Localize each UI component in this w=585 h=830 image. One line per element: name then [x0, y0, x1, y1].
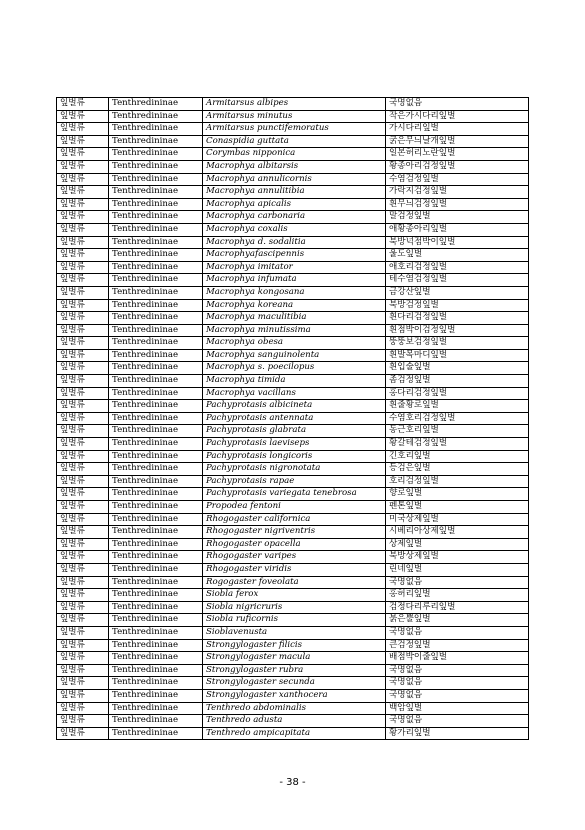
korean-name-cell: 뚱뚱보검정잎벌 — [386, 337, 529, 350]
group-cell: 잎벌류 — [57, 626, 109, 639]
korean-name-cell: 국명없음 — [386, 715, 529, 728]
korean-name-cell: 애황종아리잎벌 — [386, 223, 529, 236]
subfamily-cell: Tenthredininae — [109, 286, 203, 299]
korean-name-cell: 상제잎벌 — [386, 538, 529, 551]
group-cell: 잎벌류 — [57, 249, 109, 262]
table-row — [57, 198, 529, 211]
scientific-name-cell: Macrophya minutissima — [203, 324, 386, 337]
korean-name-cell: 국명없음 — [386, 576, 529, 589]
korean-name-cell: 흰입술잎벌 — [386, 362, 529, 375]
table-row — [57, 261, 529, 274]
table-row — [57, 211, 529, 224]
scientific-name-cell: Pachyprotasis variegata tenebrosa — [203, 488, 386, 501]
korean-name-cell: 말검정잎벌 — [386, 211, 529, 224]
table-row — [57, 375, 529, 388]
subfamily-cell: Tenthredininae — [109, 299, 203, 312]
table-row — [57, 123, 529, 136]
subfamily-cell: Tenthredininae — [109, 538, 203, 551]
subfamily-cell: Tenthredininae — [109, 223, 203, 236]
table-row — [57, 614, 529, 627]
table-row — [57, 349, 529, 362]
korean-name-cell: 검정다리루리잎벌 — [386, 601, 529, 614]
korean-name-cell: 백암잎벌 — [386, 702, 529, 715]
group-cell: 잎벌류 — [57, 123, 109, 136]
scientific-name-cell: Macrophya vacillans — [203, 387, 386, 400]
scientific-name-cell: Macrophya obesa — [203, 337, 386, 350]
subfamily-cell: Tenthredininae — [109, 274, 203, 287]
group-cell: 잎벌류 — [57, 601, 109, 614]
table-row — [57, 664, 529, 677]
subfamily-cell: Tenthredininae — [109, 488, 203, 501]
scientific-name-cell: Macrophya apicalis — [203, 198, 386, 211]
table-row — [57, 412, 529, 425]
subfamily-cell: Tenthredininae — [109, 261, 203, 274]
korean-name-cell: 흰점박이검정잎벌 — [386, 324, 529, 337]
korean-name-cell: 호리검정잎벌 — [386, 475, 529, 488]
table-row — [57, 589, 529, 602]
korean-name-cell: 북방상제잎벌 — [386, 551, 529, 564]
scientific-name-cell: Pachyprotasis longicoris — [203, 450, 386, 463]
group-cell: 잎벌류 — [57, 198, 109, 211]
scientific-name-cell: Pachyprotasis rapae — [203, 475, 386, 488]
subfamily-cell: Tenthredininae — [109, 513, 203, 526]
table-row — [57, 488, 529, 501]
scientific-name-cell: Rhogogaster nigriventris — [203, 526, 386, 539]
table-row — [57, 400, 529, 413]
korean-name-cell: 큰검정잎벌 — [386, 639, 529, 652]
korean-name-cell: 펜톤잎벌 — [386, 501, 529, 514]
korean-name-cell: 국명없음 — [386, 677, 529, 690]
scientific-name-cell: Pachyprotasis glabrata — [203, 425, 386, 438]
table-row — [57, 551, 529, 564]
group-cell: 잎벌류 — [57, 715, 109, 728]
subfamily-cell: Tenthredininae — [109, 639, 203, 652]
korean-name-cell: 울도잎벌 — [386, 249, 529, 262]
scientific-name-cell: Tenthredo abdominalis — [203, 702, 386, 715]
table-row — [57, 186, 529, 199]
table-row — [57, 639, 529, 652]
scientific-name-cell: Rhogogaster varipes — [203, 551, 386, 564]
table-row — [57, 438, 529, 451]
korean-name-cell: 향로잎벌 — [386, 488, 529, 501]
group-cell: 잎벌류 — [57, 274, 109, 287]
group-cell: 잎벌류 — [57, 173, 109, 186]
korean-name-cell: 애호리검정잎벌 — [386, 261, 529, 274]
scientific-name-cell: Siobla ruficornis — [203, 614, 386, 627]
subfamily-cell: Tenthredininae — [109, 601, 203, 614]
scientific-name-cell: Rogogaster foveolata — [203, 576, 386, 589]
korean-name-cell: 국명없음 — [386, 664, 529, 677]
korean-name-cell: 긴호리잎벌 — [386, 450, 529, 463]
korean-name-cell: 린네잎벌 — [386, 563, 529, 576]
scientific-name-cell: Macrophya timida — [203, 375, 386, 388]
subfamily-cell: Tenthredininae — [109, 160, 203, 173]
scientific-name-cell: Armitarsus albipes — [203, 98, 386, 111]
group-cell: 잎벌류 — [57, 438, 109, 451]
korean-name-cell: 흰무늬검정잎벌 — [386, 198, 529, 211]
subfamily-cell: Tenthredininae — [109, 236, 203, 249]
table-row — [57, 689, 529, 702]
korean-name-cell: 미국상제잎벌 — [386, 513, 529, 526]
subfamily-cell: Tenthredininae — [109, 501, 203, 514]
korean-name-cell: 국명없음 — [386, 689, 529, 702]
group-cell: 잎벌류 — [57, 236, 109, 249]
table-row — [57, 236, 529, 249]
korean-name-cell: 배점박이줄잎벌 — [386, 652, 529, 665]
scientific-name-cell: Macrophya d. sodalitia — [203, 236, 386, 249]
korean-name-cell: 북방넉점박이잎벌 — [386, 236, 529, 249]
subfamily-cell: Tenthredininae — [109, 563, 203, 576]
scientific-name-cell: Macrophya annulitibia — [203, 186, 386, 199]
scientific-name-cell: Pachyprotasis nigronotata — [203, 463, 386, 476]
scientific-name-cell: Pachyprotasis antennata — [203, 412, 386, 425]
table-row — [57, 501, 529, 514]
group-cell: 잎벌류 — [57, 538, 109, 551]
table-row — [57, 249, 529, 262]
subfamily-cell: Tenthredininae — [109, 337, 203, 350]
group-cell: 잎벌류 — [57, 450, 109, 463]
table-row — [57, 274, 529, 287]
table-row — [57, 324, 529, 337]
group-cell: 잎벌류 — [57, 689, 109, 702]
subfamily-cell: Tenthredininae — [109, 324, 203, 337]
subfamily-cell: Tenthredininae — [109, 702, 203, 715]
korean-name-cell: 국명없음 — [386, 98, 529, 111]
group-cell: 잎벌류 — [57, 576, 109, 589]
subfamily-cell: Tenthredininae — [109, 677, 203, 690]
subfamily-cell: Tenthredininae — [109, 626, 203, 639]
subfamily-cell: Tenthredininae — [109, 614, 203, 627]
korean-name-cell: 홍다리검정잎벌 — [386, 387, 529, 400]
table-row — [57, 337, 529, 350]
table-row — [57, 110, 529, 123]
korean-name-cell: 등검은잎벌 — [386, 463, 529, 476]
group-cell: 잎벌류 — [57, 135, 109, 148]
group-cell: 잎벌류 — [57, 312, 109, 325]
table-row — [57, 450, 529, 463]
group-cell: 잎벌류 — [57, 526, 109, 539]
group-cell: 잎벌류 — [57, 513, 109, 526]
subfamily-cell: Tenthredininae — [109, 400, 203, 413]
korean-name-cell: 동근호리잎벌 — [386, 425, 529, 438]
table-row — [57, 387, 529, 400]
korean-name-cell: 굵은무늬날개잎벌 — [386, 135, 529, 148]
group-cell: 잎벌류 — [57, 337, 109, 350]
scientific-name-cell: Macrophya sanguinolenta — [203, 349, 386, 362]
table-row — [57, 223, 529, 236]
subfamily-cell: Tenthredininae — [109, 362, 203, 375]
subfamily-cell: Tenthredininae — [109, 463, 203, 476]
subfamily-cell: Tenthredininae — [109, 173, 203, 186]
scientific-name-cell: Rhogogaster viridis — [203, 563, 386, 576]
scientific-name-cell: Pachyprotasis laeviseps — [203, 438, 386, 451]
scientific-name-cell: Pachyprotasis albicineta — [203, 400, 386, 413]
korean-name-cell: 흰발목마디잎벌 — [386, 349, 529, 362]
group-cell: 잎벌류 — [57, 551, 109, 564]
scientific-name-cell: Macrophya coxalis — [203, 223, 386, 236]
group-cell: 잎벌류 — [57, 387, 109, 400]
group-cell: 잎벌류 — [57, 98, 109, 111]
group-cell: 잎벌류 — [57, 286, 109, 299]
scientific-name-cell: Tenthredo adusta — [203, 715, 386, 728]
group-cell: 잎벌류 — [57, 148, 109, 161]
species-table-body — [57, 98, 529, 740]
korean-name-cell: 가시다리잎벌 — [386, 123, 529, 136]
scientific-name-cell: Macrophya annulicornis — [203, 173, 386, 186]
scientific-name-cell: Armitarsus punctifemoratus — [203, 123, 386, 136]
subfamily-cell: Tenthredininae — [109, 249, 203, 262]
scientific-name-cell: Corymbas nipponica — [203, 148, 386, 161]
korean-name-cell: 붉은뿔잎벌 — [386, 614, 529, 627]
group-cell: 잎벌류 — [57, 589, 109, 602]
group-cell: 잎벌류 — [57, 614, 109, 627]
subfamily-cell: Tenthredininae — [109, 551, 203, 564]
scientific-name-cell: Strongylogaster filicis — [203, 639, 386, 652]
subfamily-cell: Tenthredininae — [109, 689, 203, 702]
group-cell: 잎벌류 — [57, 261, 109, 274]
subfamily-cell: Tenthredininae — [109, 727, 203, 740]
scientific-name-cell: Sioblavenusta — [203, 626, 386, 639]
group-cell: 잎벌류 — [57, 501, 109, 514]
table-row — [57, 576, 529, 589]
scientific-name-cell: Armitarsus minutus — [203, 110, 386, 123]
korean-name-cell: 흰줄황로잎벌 — [386, 400, 529, 413]
group-cell: 잎벌류 — [57, 702, 109, 715]
group-cell: 잎벌류 — [57, 186, 109, 199]
scientific-name-cell: Strongylogaster macula — [203, 652, 386, 665]
scientific-name-cell: Macrophya infumata — [203, 274, 386, 287]
table-row — [57, 563, 529, 576]
scientific-name-cell: Tenthredo ampicapitata — [203, 727, 386, 740]
scientific-name-cell: Macrophya imitator — [203, 261, 386, 274]
scientific-name-cell: Rhogogaster opacella — [203, 538, 386, 551]
korean-name-cell: 수염호리검정잎벌 — [386, 412, 529, 425]
table-row — [57, 513, 529, 526]
group-cell: 잎벌류 — [57, 324, 109, 337]
korean-name-cell: 가락지검정잎벌 — [386, 186, 529, 199]
subfamily-cell: Tenthredininae — [109, 98, 203, 111]
korean-name-cell: 좀검정잎벌 — [386, 375, 529, 388]
scientific-name-cell: Conaspidia guttata — [203, 135, 386, 148]
group-cell: 잎벌류 — [57, 375, 109, 388]
subfamily-cell: Tenthredininae — [109, 349, 203, 362]
korean-name-cell: 금강산잎벌 — [386, 286, 529, 299]
group-cell: 잎벌류 — [57, 110, 109, 123]
table-row — [57, 148, 529, 161]
scientific-name-cell: Macrophya kongosana — [203, 286, 386, 299]
table-row — [57, 702, 529, 715]
scientific-name-cell: Macrophya carbonaria — [203, 211, 386, 224]
group-cell: 잎벌류 — [57, 425, 109, 438]
group-cell: 잎벌류 — [57, 677, 109, 690]
subfamily-cell: Tenthredininae — [109, 589, 203, 602]
group-cell: 잎벌류 — [57, 400, 109, 413]
subfamily-cell: Tenthredininae — [109, 186, 203, 199]
korean-name-cell: 시베리아상제잎벌 — [386, 526, 529, 539]
korean-name-cell: 수염검정잎벌 — [386, 173, 529, 186]
korean-name-cell: 북방검정잎벌 — [386, 299, 529, 312]
scientific-name-cell: Macrophya s. poecilopus — [203, 362, 386, 375]
table-row — [57, 160, 529, 173]
korean-name-cell: 테수염검정잎벌 — [386, 274, 529, 287]
korean-name-cell: 흰다리검정잎벌 — [386, 312, 529, 325]
group-cell: 잎벌류 — [57, 362, 109, 375]
group-cell: 잎벌류 — [57, 488, 109, 501]
subfamily-cell: Tenthredininae — [109, 375, 203, 388]
subfamily-cell: Tenthredininae — [109, 211, 203, 224]
group-cell: 잎벌류 — [57, 349, 109, 362]
subfamily-cell: Tenthredininae — [109, 312, 203, 325]
table-row — [57, 677, 529, 690]
table-row — [57, 727, 529, 740]
subfamily-cell: Tenthredininae — [109, 425, 203, 438]
korean-name-cell: 국명없음 — [386, 626, 529, 639]
group-cell: 잎벌류 — [57, 475, 109, 488]
group-cell: 잎벌류 — [57, 412, 109, 425]
subfamily-cell: Tenthredininae — [109, 664, 203, 677]
table-row — [57, 98, 529, 111]
table-row — [57, 135, 529, 148]
table-row — [57, 463, 529, 476]
table-row — [57, 299, 529, 312]
scientific-name-cell: Siobla nigricruris — [203, 601, 386, 614]
scientific-name-cell: Strongylogaster secunda — [203, 677, 386, 690]
subfamily-cell: Tenthredininae — [109, 198, 203, 211]
scientific-name-cell: Macrophyafascipennis — [203, 249, 386, 262]
subfamily-cell: Tenthredininae — [109, 135, 203, 148]
scientific-name-cell: Rhogogaster californica — [203, 513, 386, 526]
korean-name-cell: 황갈테검정잎벌 — [386, 438, 529, 451]
table-row — [57, 652, 529, 665]
table-row — [57, 715, 529, 728]
group-cell: 잎벌류 — [57, 299, 109, 312]
subfamily-cell: Tenthredininae — [109, 526, 203, 539]
subfamily-cell: Tenthredininae — [109, 148, 203, 161]
group-cell: 잎벌류 — [57, 223, 109, 236]
subfamily-cell: Tenthredininae — [109, 123, 203, 136]
species-table — [56, 97, 529, 740]
table-row — [57, 362, 529, 375]
group-cell: 잎벌류 — [57, 727, 109, 740]
group-cell: 잎벌류 — [57, 664, 109, 677]
page-number: - 38 - — [279, 777, 306, 788]
scientific-name-cell: Macrophya albitarsis — [203, 160, 386, 173]
scientific-name-cell: Macrophya maculitibia — [203, 312, 386, 325]
subfamily-cell: Tenthredininae — [109, 438, 203, 451]
korean-name-cell: 작은가시다리잎벌 — [386, 110, 529, 123]
group-cell: 잎벌류 — [57, 563, 109, 576]
subfamily-cell: Tenthredininae — [109, 412, 203, 425]
group-cell: 잎벌류 — [57, 639, 109, 652]
korean-name-cell: 일본허리노란잎벌 — [386, 148, 529, 161]
table-row — [57, 601, 529, 614]
subfamily-cell: Tenthredininae — [109, 110, 203, 123]
table-row — [57, 312, 529, 325]
group-cell: 잎벌류 — [57, 652, 109, 665]
table-row — [57, 475, 529, 488]
scientific-name-cell: Siobla ferox — [203, 589, 386, 602]
scientific-name-cell: Macrophya koreana — [203, 299, 386, 312]
group-cell: 잎벌류 — [57, 463, 109, 476]
table-row — [57, 425, 529, 438]
korean-name-cell: 홍허리잎벌 — [386, 589, 529, 602]
table-row — [57, 538, 529, 551]
scientific-name-cell: Strongylogaster rubra — [203, 664, 386, 677]
korean-name-cell: 황종아리검정잎벌 — [386, 160, 529, 173]
table-row — [57, 626, 529, 639]
subfamily-cell: Tenthredininae — [109, 475, 203, 488]
scientific-name-cell: Propodea fentoni — [203, 501, 386, 514]
group-cell: 잎벌류 — [57, 211, 109, 224]
subfamily-cell: Tenthredininae — [109, 652, 203, 665]
table-row — [57, 526, 529, 539]
table-row — [57, 173, 529, 186]
scientific-name-cell: Strongylogaster xanthocera — [203, 689, 386, 702]
group-cell: 잎벌류 — [57, 160, 109, 173]
subfamily-cell: Tenthredininae — [109, 387, 203, 400]
subfamily-cell: Tenthredininae — [109, 715, 203, 728]
table-row — [57, 286, 529, 299]
subfamily-cell: Tenthredininae — [109, 576, 203, 589]
korean-name-cell: 황가리잎벌 — [386, 727, 529, 740]
subfamily-cell: Tenthredininae — [109, 450, 203, 463]
